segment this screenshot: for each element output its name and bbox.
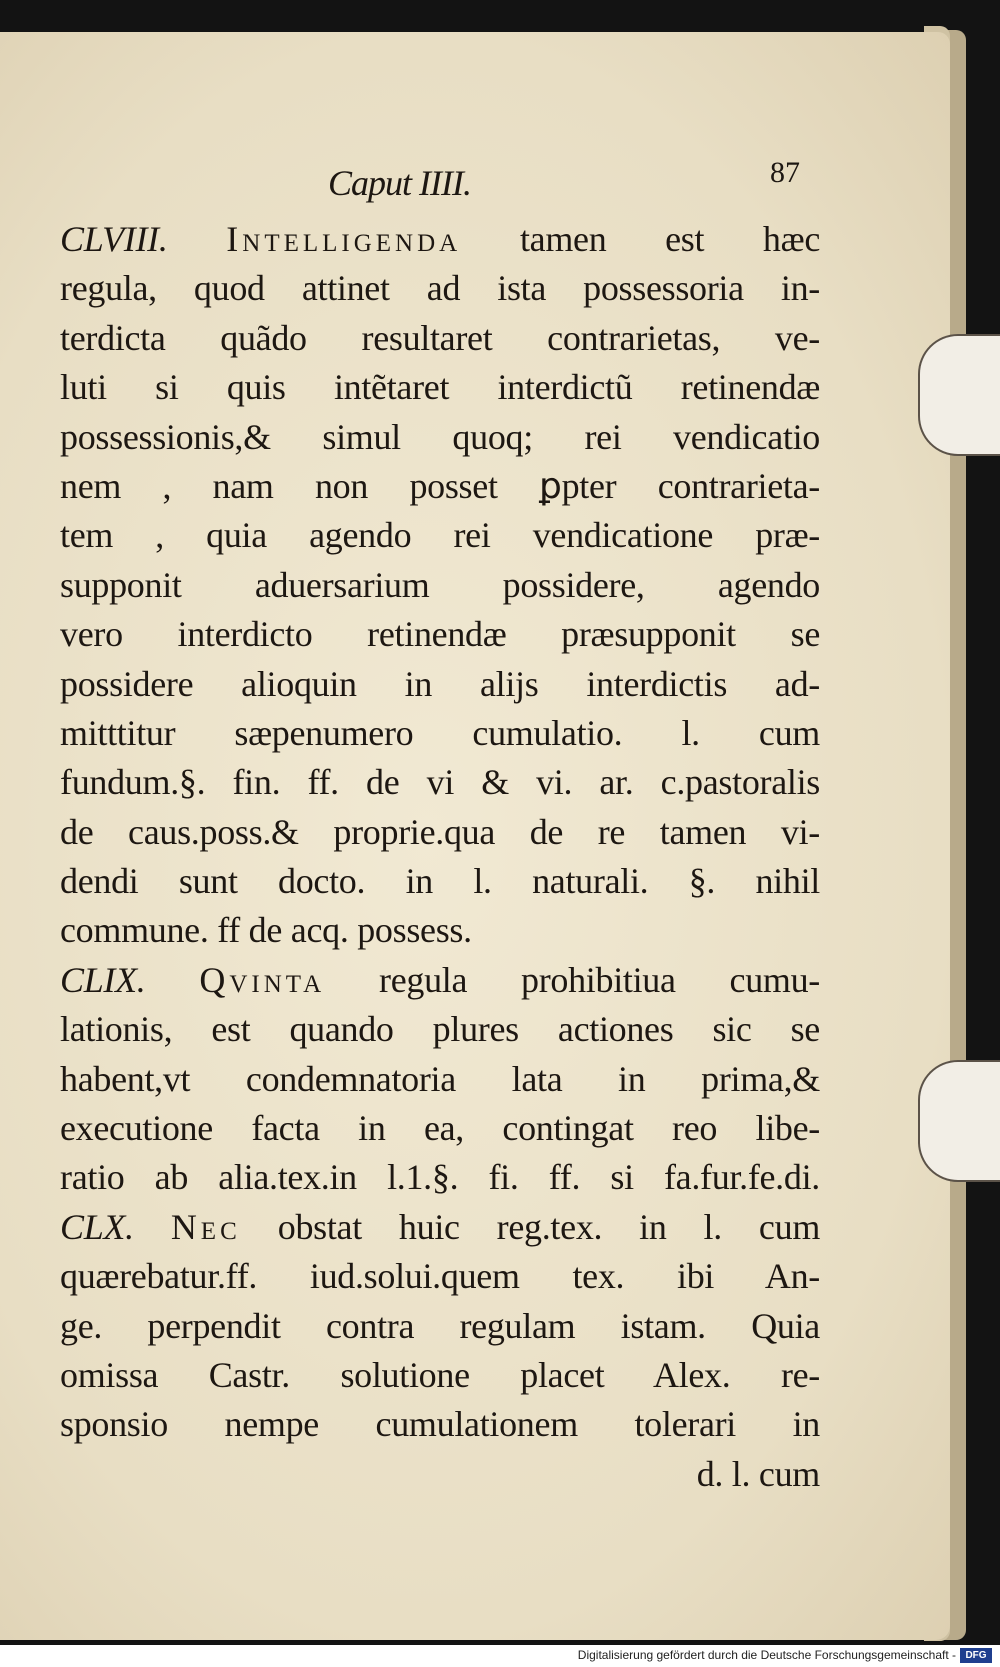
line-text: ratio ab alia.tex.in l.1.§. fi. ff. si fa.fur.fe.di. — [60, 1157, 820, 1198]
text-line — [60, 610, 820, 659]
line-text: possessionis,& simul quoq; rei vendicatio — [60, 416, 820, 457]
text-line — [60, 857, 820, 906]
text-line — [60, 314, 820, 363]
text-line — [60, 561, 820, 610]
text-line — [60, 906, 820, 955]
page-number: 87 — [770, 156, 800, 189]
text-line — [60, 1400, 820, 1449]
section-number: CLIX. — [60, 959, 146, 1000]
small-caps-opening: Nec — [170, 1206, 241, 1247]
line-text: vero interdicto retinendæ præsupponit se — [60, 614, 820, 655]
line-text: de caus.poss.& proprie.qua de re tamen vi- — [60, 811, 820, 852]
text-line — [60, 709, 820, 758]
line-text: obstat huic reg.tex. in l. cum — [277, 1206, 821, 1247]
text-line — [60, 1005, 820, 1054]
line-text: omissa Castr. solutione placet Alex. re- — [60, 1354, 820, 1395]
text-line — [60, 1351, 820, 1400]
text-line — [60, 1302, 820, 1351]
line-text: terdicta quãdo resultaret contrarietas, ve- — [60, 317, 820, 358]
text-line — [60, 264, 820, 313]
section-number: CLVIII. — [60, 219, 168, 259]
section-number: CLX. — [60, 1206, 134, 1247]
running-head: Caput IIII. — [328, 163, 471, 203]
text-line — [60, 1055, 820, 1104]
line-text: luti si quis intẽtaret interdictũ retinendæ — [60, 367, 820, 408]
line-text: executione facta in ea, contingat reo libe- — [60, 1108, 820, 1149]
dfg-logo: DFG — [960, 1648, 992, 1663]
small-caps-opening: Intelligenda — [226, 219, 462, 259]
line-text: ge. perpendit contra regulam istam. Quia — [60, 1305, 820, 1346]
line-text: habent,vt condemnatoria lata in prima,& — [60, 1058, 820, 1099]
text-line — [60, 660, 820, 709]
line-text: regula prohibitiua cumu- — [379, 959, 820, 1000]
page-clip-tab — [918, 1060, 1000, 1182]
line-text: commune. ff de acq. possess. — [60, 910, 472, 951]
text-line — [60, 1153, 820, 1202]
line-text: sponsio nempe cumulationem tolerari in — [60, 1404, 820, 1445]
body-text — [60, 215, 820, 1499]
line-text: fundum.§. fin. ff. de vi & vi. ar. c.pastoralis — [60, 762, 820, 803]
text-line — [60, 1104, 820, 1153]
book-page — [0, 32, 950, 1640]
funding-note: Digitalisierung gefördert durch die Deutsche Forschungsgemeinschaft - — [577, 1648, 956, 1662]
text-line — [60, 1450, 820, 1499]
text-line — [60, 215, 820, 264]
page-clip-tab — [918, 334, 1000, 456]
line-text: supponit aduersarium possidere, agendo — [60, 564, 820, 605]
line-text: dendi sunt docto. in l. naturali. §. nihil — [60, 861, 820, 902]
line-text: quærebatur.ff. iud.solui.quem tex. ibi An- — [60, 1256, 820, 1297]
line-text: tem , quia agendo rei vendicatione præ- — [60, 515, 820, 556]
line-text: d. l. cum — [696, 1453, 820, 1494]
digitization-footer — [0, 1645, 1000, 1667]
text-line — [60, 758, 820, 807]
text-line — [60, 808, 820, 857]
line-text: regula, quod attinet ad ista possessoria in- — [60, 268, 820, 309]
line-text: lationis, est quando plures actiones sic se — [60, 1009, 820, 1050]
text-line — [60, 1203, 820, 1252]
line-text: tamen est hæc — [519, 219, 821, 259]
text-line — [60, 462, 820, 511]
small-caps-opening: Qvinta — [199, 959, 326, 1000]
text-line — [60, 511, 820, 560]
line-text: mitttitur sæpenumero cumulatio. l. cum — [60, 712, 820, 753]
text-line — [60, 413, 820, 462]
line-text: nem , nam non posset ꝑpter contrarieta- — [60, 465, 820, 506]
text-line — [60, 363, 820, 412]
line-text: possidere alioquin in alijs interdictis ad- — [60, 663, 820, 704]
text-line — [60, 956, 820, 1005]
text-line — [60, 1252, 820, 1301]
